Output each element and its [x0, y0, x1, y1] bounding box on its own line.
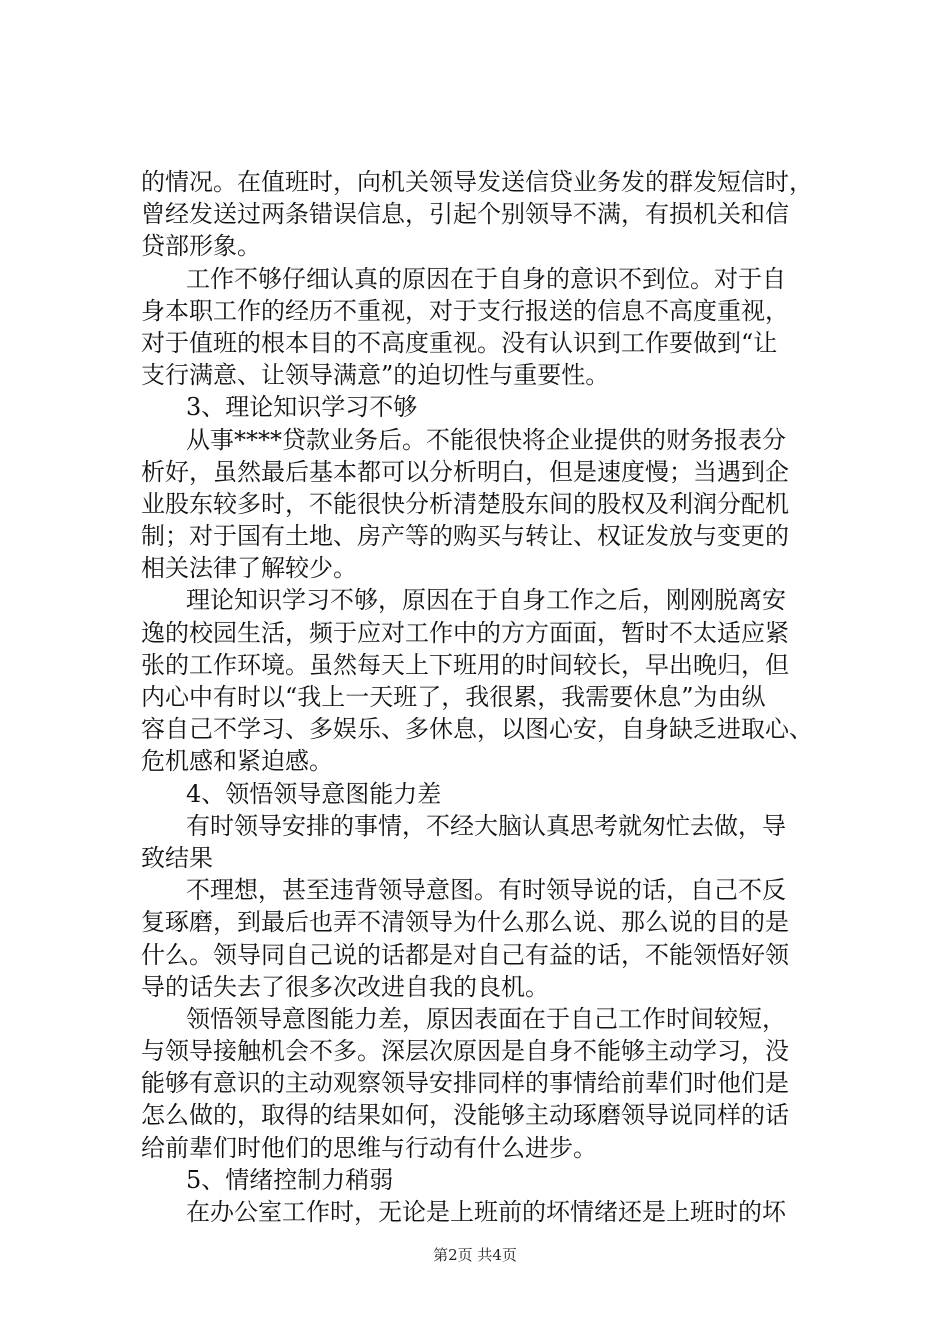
text-line: 3、理论知识学习不够	[186, 393, 418, 422]
text-line: 4、领悟领导意图能力差	[186, 779, 442, 808]
text-line: 有时领导安排的事情，不经大脑认真思考就匆忙去做，导	[186, 811, 786, 840]
document-body	[141, 166, 831, 1228]
text-line: 业股东较多时，不能很快分析清楚股东间的股权及利润分配机	[141, 489, 789, 518]
text-line: 张的工作环境。虽然每天上下班用的时间较长，早出晚归，但	[141, 650, 789, 679]
text-line: 析好，虽然最后基本都可以分析明白，但是速度慢；当遇到企	[141, 457, 789, 486]
text-line: 对于值班的根本目的不高度重视。没有认识到工作要做到“让	[141, 328, 778, 357]
text-line: 不理想，甚至违背领导意图。有时领导说的话，自己不反	[186, 876, 786, 905]
text-line: 致结果	[141, 843, 213, 872]
text-line: 理论知识学习不够，原因在于自身工作之后，刚刚脱离安	[186, 586, 786, 615]
text-line: 支行满意、让领导满意”的迫切性与重要性。	[141, 361, 610, 390]
text-line: 在办公室工作时，无论是上班前的坏情绪还是上班时的坏	[186, 1198, 786, 1226]
text-line: 怎么做的，取得的结果如何，没能够主动琢磨领导说同样的话	[141, 1101, 789, 1130]
page-footer: 第2页 共4页	[433, 1246, 517, 1264]
text-line: 导的话失去了很多次改进自我的良机。	[141, 972, 549, 1001]
text-line: 与领导接触机会不多。深层次原因是自身不能够主动学习，没	[141, 1037, 789, 1066]
text-line: 能够有意识的主动观察领导安排同样的事情给前辈们时他们是	[141, 1069, 789, 1098]
text-line: 的情况。在值班时，向机关领导发送信贷业务发的群发短信时，	[141, 168, 813, 196]
text-line: 工作不够仔细认真的原因在于自身的意识不到位。对于自	[186, 264, 786, 293]
text-line: 内心中有时以“我上一天班了，我很累，我需要休息”为由纵	[141, 683, 766, 711]
text-line: 身本职工作的经历不重视，对于支行报送的信息不高度重视，	[141, 296, 789, 325]
text-line: 贷部形象。	[141, 232, 261, 261]
text-line: 曾经发送过两条错误信息，引起个别领导不满，有损机关和信	[141, 200, 789, 229]
text-line: 给前辈们时他们的思维与行动有什么进步。	[141, 1133, 597, 1162]
text-line: 领悟领导意图能力差，原因表面在于自己工作时间较短，	[186, 1004, 786, 1033]
text-line: 危机感和紧迫感。	[141, 747, 333, 776]
text-line: 5、情绪控制力稍弱	[186, 1165, 394, 1194]
text-line: 什么。领导同自己说的话都是对自己有益的话，不能领悟好领	[141, 940, 789, 969]
text-line: 复琢磨，到最后也弄不清领导为什么那么说、那么说的目的是	[141, 908, 789, 937]
text-line: 制；对于国有土地、房产等的购买与转让、权证发放与变更的	[141, 522, 789, 551]
text-line: 容自己不学习、多娱乐、多休息，以图心安，自身缺乏进取心、	[141, 715, 813, 744]
text-line: 相关法律了解较少。	[141, 554, 357, 583]
text-line: 从事****贷款业务后。不能很快将企业提供的财务报表分	[186, 425, 786, 454]
text-line: 逸的校园生活，频于应对工作中的方方面面，暂时不太适应紧	[141, 618, 789, 647]
